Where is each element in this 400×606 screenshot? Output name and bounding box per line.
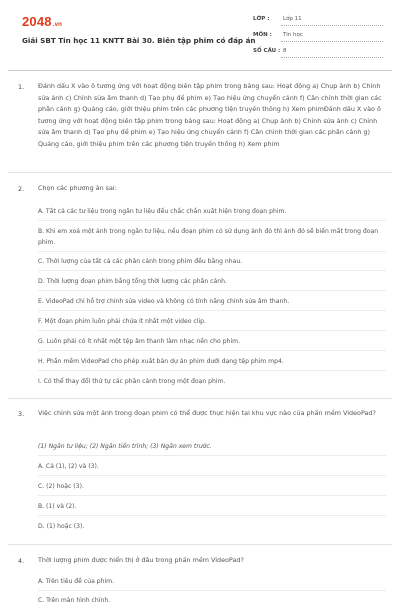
info-grade-label: LỚP : (253, 16, 270, 22)
question-2-option[interactable]: B. Khi em xoá một ảnh trong ngăn tư liệu, nếu đoạn phim có sử dụng ảnh đó thì ảnh đó sẽ biến mất trong đoạn phim. (38, 228, 379, 246)
option-divider (38, 350, 386, 351)
question-2-option[interactable]: H. Phần mềm VideoPad cho phép xuất bản dự án phim dưới dạng tệp phim mp4. (38, 358, 284, 365)
question-divider (8, 398, 392, 399)
logo-suffix: .vn (52, 22, 63, 28)
question-2-option[interactable]: A. Tất cả các tư liệu trong ngăn tư liệu đều chắc chắn xuất hiện trong đoạn phim. (38, 208, 287, 215)
question-divider (8, 172, 392, 173)
document-title: Giải SBT Tin học 11 KNTT Bài 30. Biên tập phim có đáp án (22, 36, 256, 45)
option-divider (38, 495, 386, 496)
question-3-note: (1) Ngăn tư liệu; (2) Ngăn tiến trình; (3) Ngăn xem trước. (38, 443, 212, 450)
question-2-option[interactable]: E. VideoPad chỉ hỗ trợ chỉnh sửa video và không có tính năng chỉnh sửa âm thanh. (38, 298, 290, 305)
question-divider (8, 544, 392, 545)
info-count-value: 8 (283, 48, 287, 54)
question-2-option[interactable]: F. Một đoạn phim luôn phải chứa ít nhất một video clip. (38, 318, 206, 325)
question-3-option[interactable]: D. (1) hoặc (3). (38, 523, 85, 530)
logo-text: 2048 (22, 14, 52, 29)
info-subject-line (281, 41, 383, 42)
option-divider (38, 370, 386, 371)
question-3-option[interactable]: B. (1) và (2). (38, 503, 77, 510)
question-4-option[interactable]: A. Trên tiêu đề của phim. (38, 578, 115, 585)
option-divider (38, 475, 386, 476)
option-divider (38, 251, 386, 252)
info-count (253, 48, 383, 60)
info-grade-value: Lớp 11 (283, 16, 302, 22)
question-2-option[interactable]: G. Luôn phải có ít nhất một tệp âm thanh làm nhạc nền cho phim. (38, 338, 241, 345)
info-subject-value: Tin học (283, 32, 303, 38)
info-subject (253, 32, 383, 44)
question-3-text: Việc chỉnh sửa một ảnh trong đoạn phim có thể được thực hiện tại khu vực nào của phần mềm VideoPad? (38, 409, 376, 417)
question-2-text: Chọn các phương án sai: (38, 184, 117, 192)
question-2-option[interactable]: D. Thời lượng đoạn phim bằng tổng thời lượng các phân cảnh. (38, 278, 227, 285)
info-count-line (281, 57, 383, 58)
question-1-number: 1. (18, 83, 25, 91)
question-2-option[interactable]: C. Thời lượng của tất cả các phân cảnh trong phim đều bằng nhau. (38, 258, 243, 265)
question-3-option[interactable]: A. Cả (1), (2) và (3). (38, 463, 99, 470)
option-divider (38, 590, 386, 591)
info-grade (253, 16, 383, 28)
option-divider (38, 455, 386, 456)
option-divider (38, 220, 386, 221)
question-4-option[interactable]: C. Trên màn hình chính. (38, 597, 111, 604)
question-4-number: 4. (18, 557, 25, 565)
info-count-label: SỐ CÂU : (253, 48, 281, 54)
question-4-text: Thời lượng phim được hiển thị ở đâu trong phần mềm VideoPad? (38, 556, 244, 564)
header-divider (8, 70, 392, 71)
document-header (0, 0, 400, 68)
option-divider (38, 310, 386, 311)
question-2-option[interactable]: I. Có thể thay đổi thứ tự các phân cảnh trong một đoạn phim. (38, 378, 226, 385)
question-2-number: 2. (18, 185, 25, 193)
question-3-number: 3. (18, 410, 25, 418)
info-grade-line (281, 25, 383, 26)
info-subject-label: MÔN : (253, 32, 272, 38)
option-divider (38, 330, 386, 331)
option-divider (38, 290, 386, 291)
question-1-text: Đánh dấu X vào ô tương ứng với hoạt động biên tập phim trong bảng sau: Hoạt động a) Chụp ảnh b) Chỉnh sửa ảnh c) Chỉnh sửa âm thanh d) Tạo phụ đề phim e) Tạo hiệu ứng chuyển cảnh f) Cân chỉnh thời gian các phân cảnh g) Quảng cáo, giới thiệu phim trên các phương tiện truyền thông h) Xem phimĐánh dấu X vào ô tương ứng với hoạt động biên tập phim trong bảng sau: Hoạt động a) Chụp ảnh b) Chỉnh sửa ảnh c) Chỉnh sửa âm thanh d) Tạo phụ đề phim e) Tạo hiệu ứng chuyển cảnh f) Cân chỉnh thời gian các phân cảnh g) Quảng cáo, giới thiệu phim trên các phương tiện truyền thông h) Xem phim (38, 82, 382, 148)
option-divider (38, 270, 386, 271)
site-logo[interactable] (22, 14, 62, 29)
question-3-option[interactable]: C. (2) hoặc (3). (38, 483, 84, 490)
option-divider (38, 515, 386, 516)
